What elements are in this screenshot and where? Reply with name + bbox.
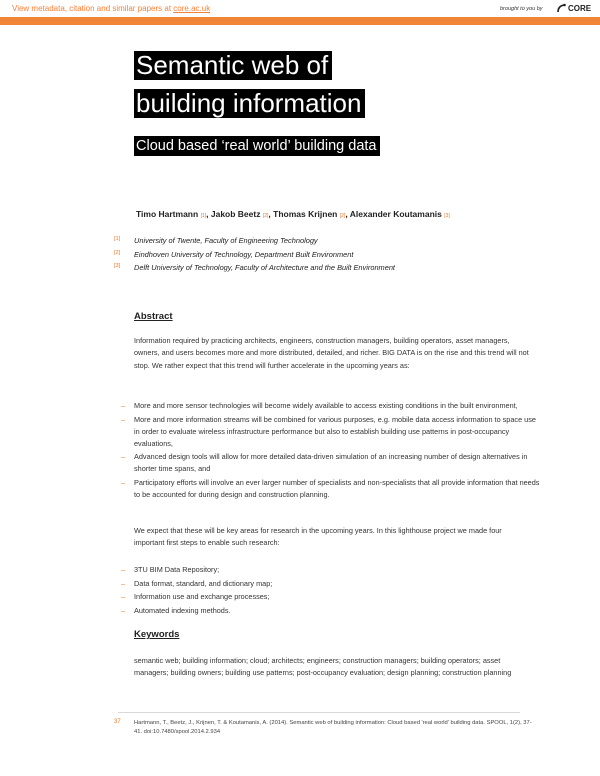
metadata-text: View metadata, citation and similar papers at [12,4,174,13]
dash-bullet: – [121,477,126,487]
affiliation-number: [1] [114,236,121,242]
affiliation-text: Eindhoven University of Technology, Department Built Environment [134,250,354,259]
provided-by-band [0,17,600,41]
author-name: Jakob Beetz [210,209,261,219]
author-ref: [3] [444,213,450,219]
list-item [121,564,541,576]
list-item-text: Information use and exchange processes; [134,592,270,601]
affiliation-number: [3] [114,263,121,269]
core-logo-icon [556,3,567,14]
dash-bullet: – [121,565,126,574]
footer-divider [118,712,520,713]
dash-bullet: – [121,401,126,410]
list-item [121,451,541,475]
title-line-1: Semantic web of [134,51,332,80]
author-list [136,209,450,219]
list-item-text: Participatory efforts will involve an ever larger number of specialists and non-specialists that all provide information that needs to be accounted for during design and construction planning. [134,477,540,499]
affiliation-text: Delft University of Technology, Faculty of Architecture and the Built Environment [134,263,395,272]
author-ref: [1] [200,213,207,219]
core-ac-uk-link[interactable]: core.ac.uk [173,4,211,13]
list-item-text: More and more information streams will be combined for various purposes, e.g. mobile data access information to space use in order to evaluate wireless infrastructure performance but also to establish building use patterns in post-occupancy evaluations, [134,414,536,448]
affiliation-number: [2] [114,250,121,256]
list-item [121,591,541,603]
author-separator: , [268,209,274,219]
dash-bullet: – [121,452,126,461]
list-item [121,400,541,412]
affiliation-text: University of Twente, Faculty of Engineering Technology [134,236,318,245]
list-item [121,414,541,450]
list-item [121,605,541,617]
author-ref: [2] [262,213,269,219]
list-item [121,578,541,590]
list-item-text: More and more sensor technologies will become widely available to access existing conditions in the built environment, [134,401,518,410]
author-ref: [2] [339,213,346,219]
keywords-heading: Keywords [134,629,180,640]
dash-bullet: – [121,414,126,424]
provided-by-text: provided by TU Delft Open Access Journals [493,35,590,41]
abstract-heading: Abstract [134,311,173,322]
abstract-paragraph-1: Information required by practicing architects, engineers, construction managers, building operators, asset managers, owners, and users becomes more and more distributed, detailed, and richer. BIG DATA is on the rise and this trend will not stop. We rather expect that this trend will further accelerate in the upcoming years as: [134,336,529,370]
author-name: Timo Hartmann [136,209,199,219]
list-item-text: Automated indexing methods. [134,605,231,615]
list-item-text: Data format, standard, and dictionary map; [134,578,273,588]
dash-bullet: – [121,592,126,601]
bullet-list-trends [121,400,541,502]
list-item-text: 3TU BIM Data Repository; [134,565,220,574]
dash-bullet: – [121,578,126,588]
citation-footer: Hartmann, T., Beetz, J., Krijnen, T. & Koutamanis, A. (2014). Semantic web of building information: Cloud based 'real world' building data. SPOOL, 1(2), 37-41. doi:10.7480/spool.2014.2.934 [134,720,532,735]
author-name: Thomas Krijnen [273,209,338,219]
metadata-link[interactable] [12,4,210,13]
core-logo[interactable] [556,3,592,15]
brought-to-you-text: brought to you by [500,6,543,12]
author-name: Alexander Koutamanis [349,209,442,219]
core-logo-text: CORE [568,4,592,13]
author-separator: , [206,209,211,219]
keywords-text: semantic web; building information; cloud; architects; engineers; construction managers; building operators; asset managers; building owners; building use patterns; post-occupancy evaluation; design planning; construction planning [134,656,512,678]
dash-bullet: – [121,605,126,615]
title-line-2: building information [134,89,365,118]
bullet-list-steps [121,564,541,618]
abstract-paragraph-2: We expect that these will be key areas for research in the upcoming years. In this lighthouse project we made four important first steps to enable such research: [134,526,502,548]
author-separator: , [345,209,350,219]
list-item [121,477,541,501]
page-number: 37 [114,719,121,725]
list-item-text: Advanced design tools will allow for more detailed data-driven simulation of an increasing number of design alternatives in shorter time spans, and [134,452,528,473]
subtitle: Cloud based ‘real world’ building data [134,136,380,156]
